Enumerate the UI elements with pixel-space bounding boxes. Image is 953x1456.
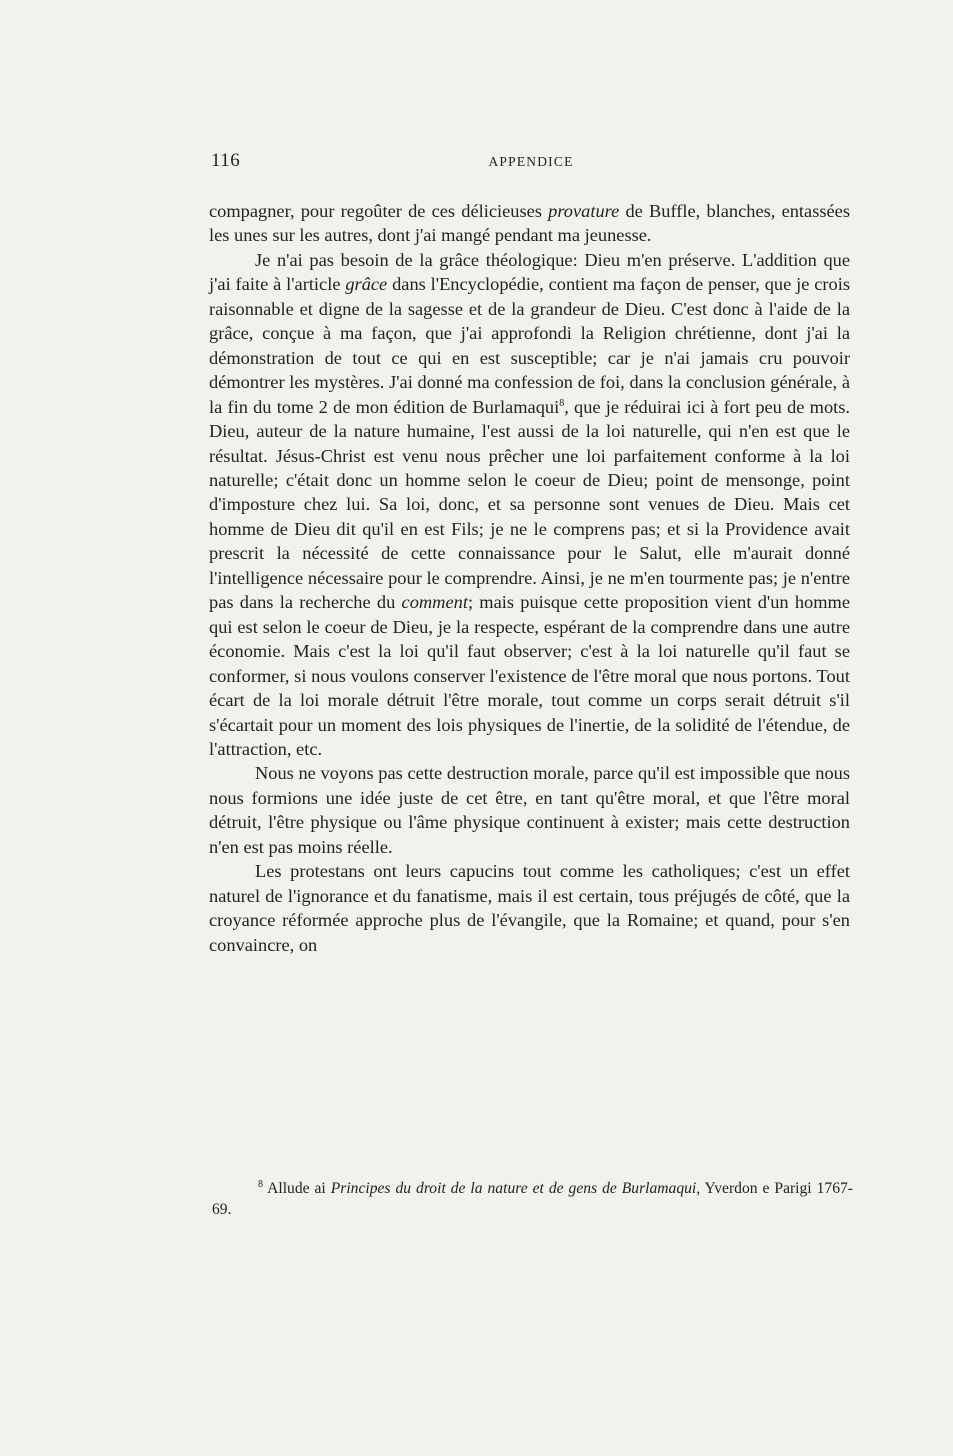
italic-term: grâce bbox=[345, 274, 388, 295]
running-head bbox=[211, 150, 851, 176]
paragraph-3: Nous ne voyons pas cette destruction morale, parce qu'il est impossible que nous nous formions une idée juste de cet être, en tant qu'être moral, et que l'être moral détruit, l'être physique ou l'âme physique continuent à exister; mais cette destruction n'en est pas moins réelle. bbox=[209, 763, 850, 857]
italic-term: comment bbox=[401, 592, 468, 613]
paragraph-1: compagner, pour regoûter de ces délicieuses provature de Buffle, blanches, entassées les unes sur les autres, dont j'ai mangé pendant ma jeunesse. bbox=[209, 201, 850, 246]
footnote-8: $^8$ Allude ai Principes du droit de la nature et de gens de Burlamaqui, Yverdon e Parigi 1767-69. bbox=[212, 1178, 853, 1218]
page-number: 116 bbox=[211, 150, 241, 171]
footnote-reference[interactable]: 8 bbox=[559, 397, 565, 409]
footnotes bbox=[212, 1178, 853, 1220]
paragraph-4: Les protestans ont leurs capucins tout comme les catholiques; c'est un effet naturel de l'ignorance et du fanatisme, mais il est certain, tous préjugés de côté, que la croyance réformée approche plus de l'évangile, que la Romaine; et quand, pour s'en convaincre, on bbox=[209, 861, 850, 955]
body-text bbox=[209, 199, 850, 957]
running-title: APPENDICE bbox=[488, 154, 574, 169]
footnote-italic-title: Principes du droit de la nature et de gens de Burlamaqui, bbox=[330, 1180, 701, 1197]
footnote-mark: 8 bbox=[258, 1178, 263, 1190]
paragraph-2: Je n'ai pas besoin de la grâce théologique: Dieu m'en préserve. L'addition que j'ai faite à l'article grâce dans l'Encyclopédie, contient ma façon de penser, que je crois raisonnable et digne de la sagesse et de la grandeur de Dieu. C'est donc à l'aide de la grâce, conçue à ma façon, que j'ai approfondi la Religion chrétienne, dont j'ai la démonstration de tout ce qui en est susceptible; car je n'ai jamais cru pouvoir démontrer les mystères. J'ai donné ma confession de foi, dans la conclusion générale, à la fin du tome 2 de mon édition de Burlamaqui$^8$, que je réduirai ici à fort peu de mots. Dieu, auteur de la nature humaine, l'est aussi de la loi naturelle, qui n'en est que le résultat. Jésus-Christ est venu nous prêcher une loi parfaitement conforme à la loi naturelle; c'était donc un homme selon le coeur de Dieu; point de mensonge, point d'imposture chez lui. Sa loi, donc, et sa personne sont venues de Dieu. Mais cet homme de Dieu dit qu'il en est Fils; je ne le comprens pas; et si la Providence avait prescrit la nécessité de cette connaissance pour le Salut, elle m'aurait donné l'intelligence nécessaire pour le comprendre. Ainsi, je ne m'en tourmente pas; je n'entre pas dans la recherche du comment; mais puisque cette proposition vient d'un homme qui est selon le coeur de Dieu, je la respecte, espérant de la comprendre dans une autre économie. Mais c'est la loi qu'il faut observer; c'est à la loi naturelle qu'il faut se conformer, si nous voulons conserver l'existence de l'être moral que nous portons. Tout écart de la loi morale détruit l'être morale, tout comme un corps serait détruit s'il s'écartait pour un moment des lois physiques de l'inertie, de la solidité de l'étendue, de l'attraction, etc. bbox=[209, 249, 850, 759]
italic-term: provature bbox=[548, 201, 620, 221]
